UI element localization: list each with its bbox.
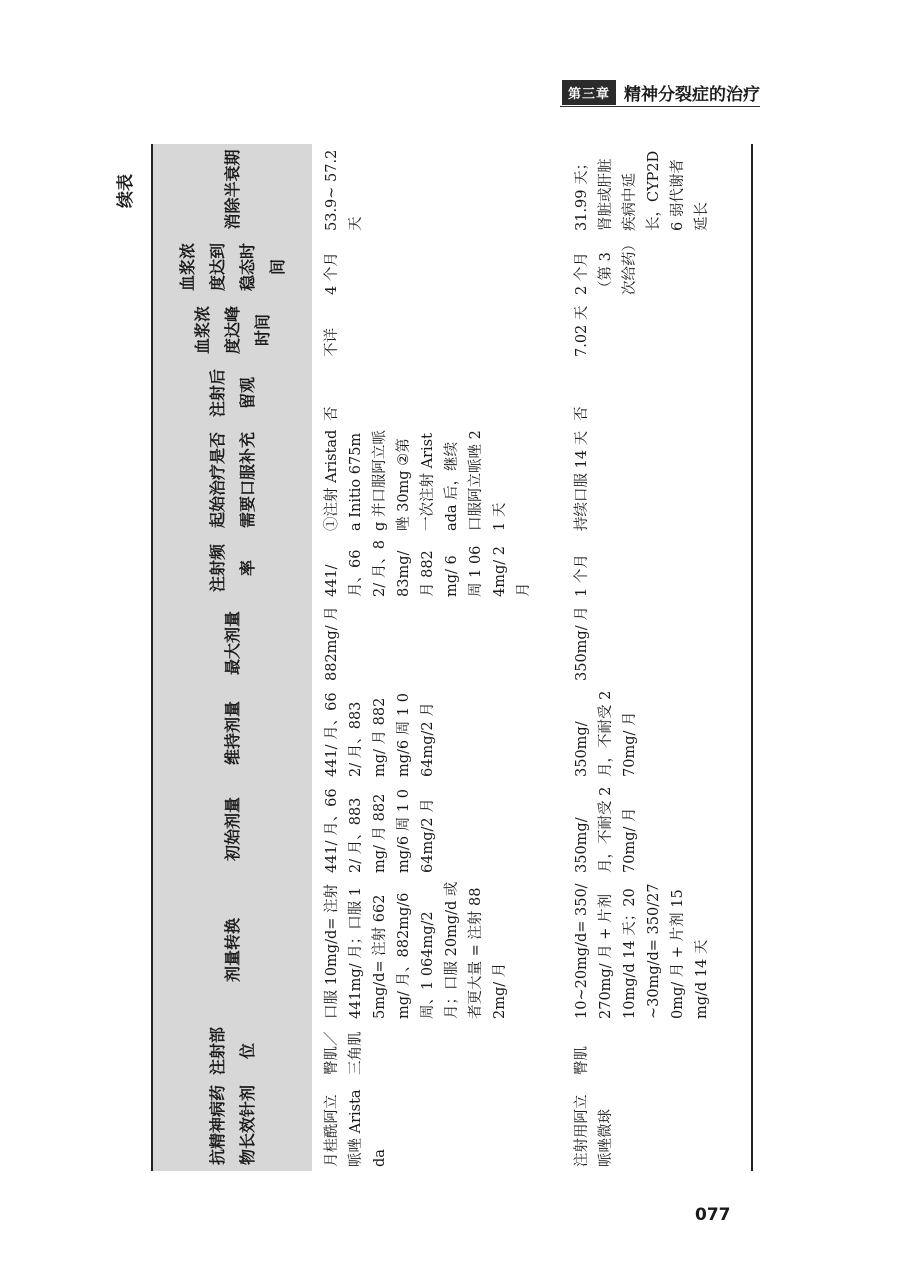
col-header-max-dose: 最大剂量 bbox=[152, 601, 312, 685]
table-row bbox=[562, 144, 752, 1171]
table-cell: 臀肌 bbox=[574, 1046, 590, 1075]
table-cell: 350mg/ 月 bbox=[574, 606, 590, 681]
col-header-observation: 注射后留观 bbox=[152, 361, 312, 425]
table-cell: 月桂酰阿立哌唑 Aristada bbox=[324, 1089, 388, 1167]
table-cell: 10~20mg/d= 350/270mg/ 月 + 片剂 10mg/d 14 天；20~30mg/d= 350/270mg/ 月 + 片剂 15mg/d 14 天 bbox=[574, 883, 710, 1019]
table-cell: ①注射 Aristada Initio 675mg 并口服阿立哌唑 30mg ②第一次注射 Aristada 后，继续口服阿立哌唑 21 天 bbox=[324, 429, 508, 531]
drug-table bbox=[151, 144, 753, 1171]
table-cell: 441/ 月、662/ 月、883mg/ 月 882mg/ 6 周 1 064mg/ 2 月 bbox=[324, 540, 532, 597]
table-cell: 53.9~ 57.2 天 bbox=[324, 149, 364, 231]
col-header-drug: 抗精神病药物长效针剂 bbox=[152, 1079, 312, 1171]
table-cell: 臀肌／三角肌 bbox=[324, 1031, 364, 1075]
table-cell: 441/ 月、662/ 月、883mg/ 月 882mg/6 周 1 064mg/2 月 bbox=[324, 692, 436, 777]
col-header-initial-dose: 初始剂量 bbox=[152, 781, 312, 877]
table-cell: 持续口服 14 天 bbox=[574, 430, 590, 531]
table-cell: 不详 bbox=[324, 328, 340, 357]
page-number: 077 bbox=[695, 1205, 731, 1225]
col-header-maintenance-dose: 维持剂量 bbox=[152, 685, 312, 781]
table-cell: 7.02 天 bbox=[574, 305, 590, 357]
table-cell: 441/ 月、662/ 月、883mg/ 月 882mg/6 周 1 064mg/2 月 bbox=[324, 788, 436, 873]
table-header-row bbox=[152, 144, 312, 1171]
table-cell: 2 个月（第 3 次给药） bbox=[574, 237, 638, 295]
running-header bbox=[562, 80, 760, 105]
table-cell: 4 个月 bbox=[324, 252, 340, 295]
col-header-frequency: 注射频率 bbox=[152, 535, 312, 601]
col-header-half-life: 消除半衰期 bbox=[152, 144, 312, 235]
table-cell: 否 bbox=[574, 406, 590, 421]
rotated-table-block bbox=[116, 144, 762, 1171]
table-cell: 882mg/ 月 bbox=[324, 606, 340, 681]
col-header-tmax: 血浆浓度达峰时间 bbox=[152, 299, 312, 361]
header-rule bbox=[560, 106, 760, 107]
table-cell: 注射用阿立哌唑微球 bbox=[574, 1094, 614, 1167]
col-header-steady-state: 血浆浓度达到稳态时间 bbox=[152, 235, 312, 299]
table-cell: 31.99 天；肾脏或肝脏疾病中延长，CYP2D6 弱代谢者延长 bbox=[574, 150, 710, 231]
table-row bbox=[312, 144, 562, 1171]
table-cell: 否 bbox=[324, 406, 340, 421]
col-header-oral-supplement: 起始治疗是否需要口服补充 bbox=[152, 425, 312, 535]
table-cell: 350mg/ 月，不耐受 270mg/ 月 bbox=[574, 786, 638, 873]
chapter-title: 精神分裂症的治疗 bbox=[624, 85, 760, 105]
chapter-badge: 第三章 bbox=[562, 80, 616, 105]
col-header-dose-conversion: 剂量转换 bbox=[152, 877, 312, 1023]
table-cell: 1 个月 bbox=[574, 554, 590, 597]
table-cell: 350mg/ 月，不耐受 270mg/ 月 bbox=[574, 690, 638, 777]
table-continued-label: 续表 bbox=[116, 174, 136, 208]
table-cell: 口服 10mg/d= 注射 441mg/ 月；口服 15mg/d= 注射 662mg/ 月、882mg/6 周、1 064mg/2 月；口服 20mg/d 或者更大量 = 注射 882mg/ 月 bbox=[324, 881, 508, 1019]
col-header-site: 注射部位 bbox=[152, 1023, 312, 1079]
